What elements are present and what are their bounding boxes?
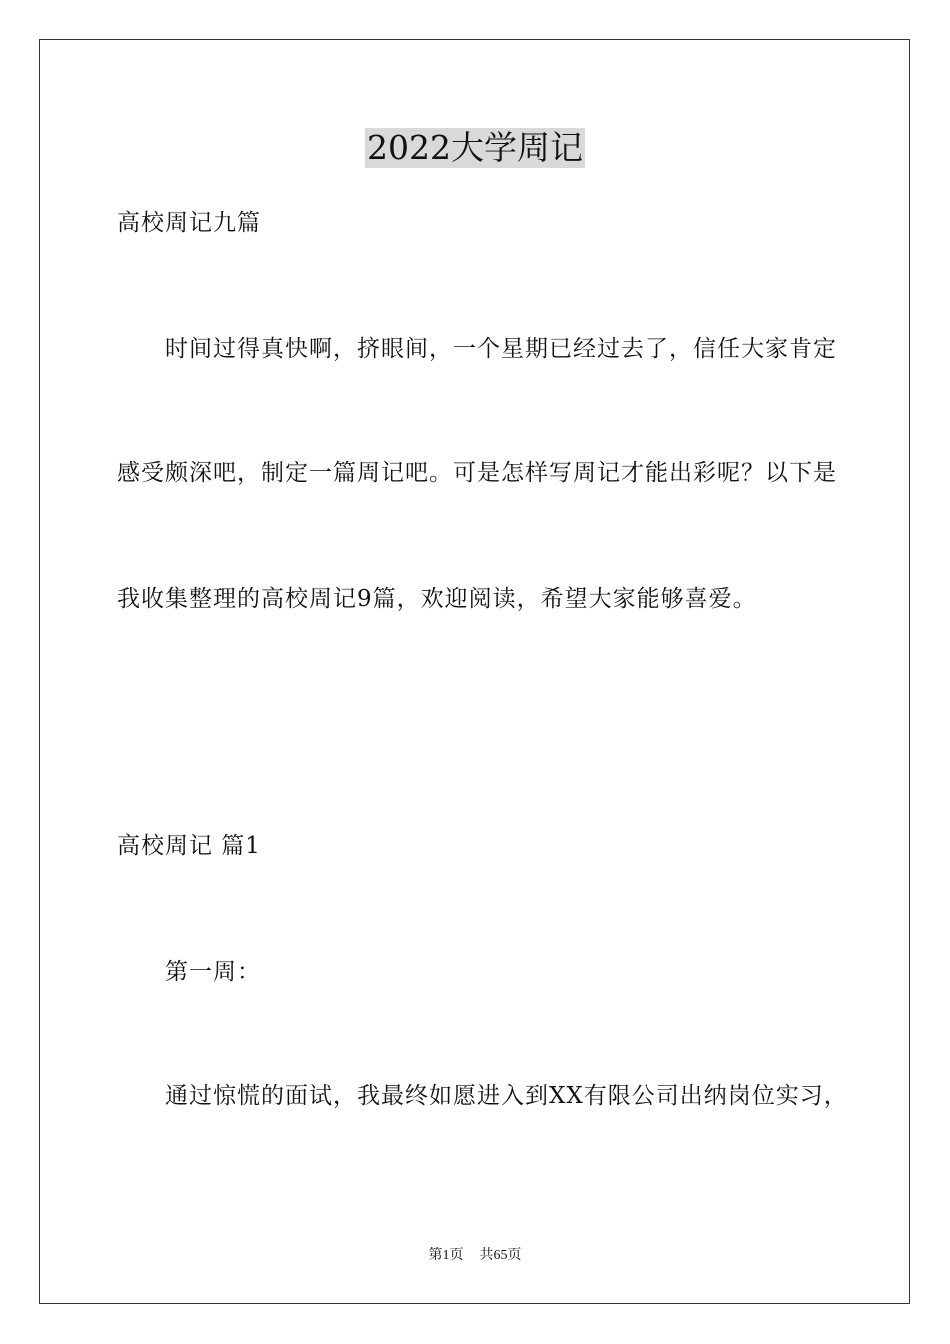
- section-heading: 高校周记 篇1: [117, 833, 261, 859]
- body-line: 通过惊慌的面试，我最终如愿进入到XX有限公司出纳岗位实习，: [165, 1083, 848, 1109]
- document-subtitle: 高校周记九篇: [117, 210, 261, 236]
- intro-line-2: 感受颇深吧，制定一篇周记吧。可是怎样写周记才能出彩呢？以下是: [117, 460, 837, 486]
- intro-line-1: 时间过得真快啊，挤眼间，一个星期已经过去了，信任大家肯定: [165, 336, 837, 362]
- page-total: 共65页: [479, 1248, 522, 1263]
- document-title: 2022大学周记: [367, 128, 583, 167]
- page-number: 第1页: [428, 1248, 464, 1263]
- page-footer: [0, 1247, 950, 1265]
- week-label: 第一周：: [165, 959, 261, 985]
- intro-line-3: 我收集整理的高校周记9篇，欢迎阅读，希望大家能够喜爱。: [117, 586, 757, 612]
- title-container: [0, 128, 950, 168]
